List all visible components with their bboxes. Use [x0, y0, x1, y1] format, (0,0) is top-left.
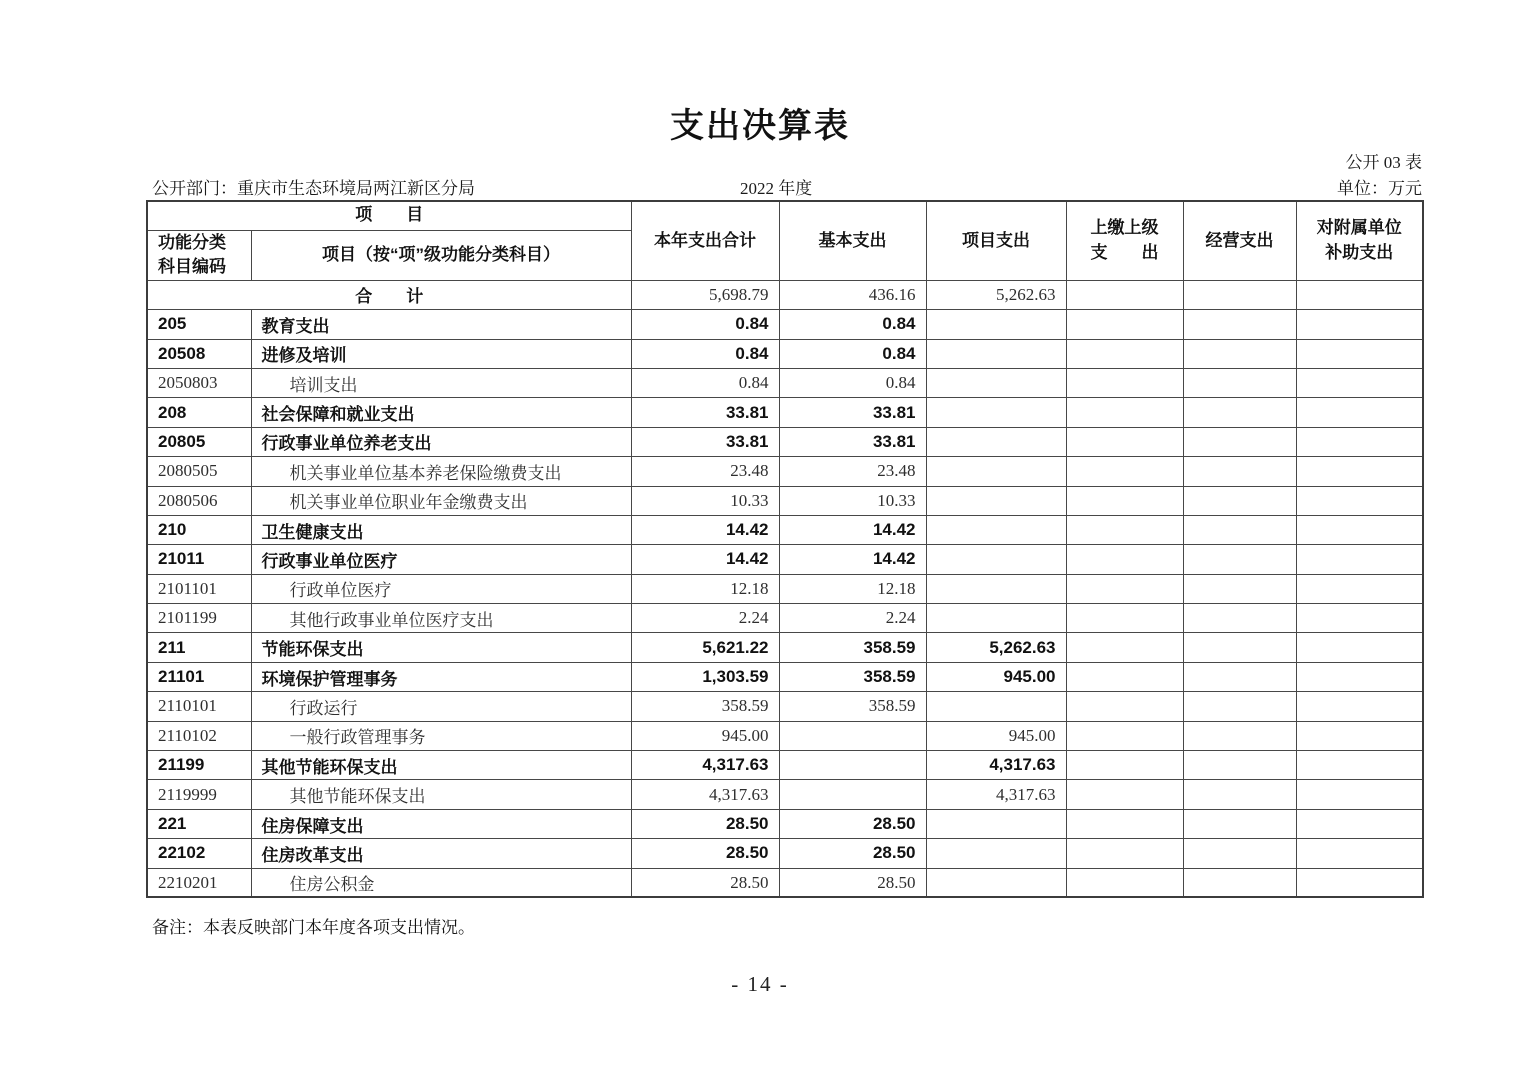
cell-total: 28.50 [631, 839, 779, 868]
cell-basic: 23.48 [779, 457, 926, 486]
cell-code: 2210201 [147, 868, 251, 897]
table-row [147, 486, 1423, 515]
cell-paid-upper [1066, 633, 1183, 662]
table-row [147, 780, 1423, 809]
cell-code: 20805 [147, 427, 251, 456]
cell-paid-upper [1066, 427, 1183, 456]
column-header-total: 本年支出合计 [631, 201, 779, 280]
column-header-project: 项目支出 [926, 201, 1066, 280]
cell-code: 208 [147, 398, 251, 427]
cell-total: 12.18 [631, 574, 779, 603]
table-row [147, 398, 1423, 427]
cell-basic: 0.84 [779, 310, 926, 339]
cell-paid-upper [1066, 368, 1183, 397]
table-row [147, 427, 1423, 456]
cell-project: 945.00 [926, 721, 1066, 750]
cell-code: 20508 [147, 339, 251, 368]
cell-subsidy [1296, 604, 1423, 633]
cell-operating [1183, 809, 1296, 838]
cell-item-name: 教育支出 [251, 310, 631, 339]
cell-paid-upper [1066, 515, 1183, 544]
column-header-basic: 基本支出 [779, 201, 926, 280]
cell-basic: 28.50 [779, 839, 926, 868]
cell-paid-upper [1066, 692, 1183, 721]
cell-total-operating [1183, 280, 1296, 309]
cell-project [926, 692, 1066, 721]
cell-basic: 358.59 [779, 692, 926, 721]
table-row [147, 809, 1423, 838]
cell-total: 23.48 [631, 457, 779, 486]
column-header-subsidy-line1: 对附属单位 [1316, 218, 1402, 238]
column-header-code-line1: 功能分类 [158, 232, 226, 252]
cell-basic: 33.81 [779, 398, 926, 427]
table-row [147, 751, 1423, 780]
cell-subsidy [1296, 339, 1423, 368]
cell-total: 0.84 [631, 339, 779, 368]
cell-project: 4,317.63 [926, 751, 1066, 780]
cell-operating [1183, 339, 1296, 368]
cell-code: 21011 [147, 545, 251, 574]
table-row [147, 662, 1423, 691]
cell-item-name: 机关事业单位基本养老保险缴费支出 [251, 457, 631, 486]
cell-code: 205 [147, 310, 251, 339]
table-row [147, 574, 1423, 603]
cell-total: 28.50 [631, 868, 779, 897]
cell-subsidy [1296, 839, 1423, 868]
cell-code: 21101 [147, 662, 251, 691]
cell-total-subsidy [1296, 280, 1423, 309]
cell-basic: 14.42 [779, 545, 926, 574]
cell-code: 221 [147, 809, 251, 838]
cell-project [926, 486, 1066, 515]
cell-project [926, 310, 1066, 339]
cell-item-name: 环境保护管理事务 [251, 662, 631, 691]
cell-operating [1183, 574, 1296, 603]
cell-project [926, 574, 1066, 603]
cell-operating [1183, 751, 1296, 780]
cell-total: 33.81 [631, 398, 779, 427]
cell-operating [1183, 692, 1296, 721]
column-header-paid-to-upper-line1: 上缴上级 [1090, 218, 1159, 238]
column-header-subsidy-line2: 补助支出 [1325, 242, 1394, 262]
cell-paid-upper [1066, 545, 1183, 574]
cell-total: 28.50 [631, 809, 779, 838]
cell-item-name: 其他节能环保支出 [251, 751, 631, 780]
cell-subsidy [1296, 427, 1423, 456]
cell-total: 0.84 [631, 310, 779, 339]
cell-total: 2.24 [631, 604, 779, 633]
cell-subsidy [1296, 310, 1423, 339]
cell-paid-upper [1066, 751, 1183, 780]
table-row-total [147, 280, 1423, 309]
cell-basic: 358.59 [779, 633, 926, 662]
cell-total: 1,303.59 [631, 662, 779, 691]
cell-code: 2080505 [147, 457, 251, 486]
table-row [147, 692, 1423, 721]
cell-project: 4,317.63 [926, 780, 1066, 809]
table-row [147, 839, 1423, 868]
cell-item-name: 其他行政事业单位医疗支出 [251, 604, 631, 633]
column-header-paid-to-upper-line2: 支 出 [1090, 242, 1159, 262]
cell-code: 22102 [147, 839, 251, 868]
cell-code: 2110101 [147, 692, 251, 721]
cell-total: 4,317.63 [631, 780, 779, 809]
cell-operating [1183, 545, 1296, 574]
cell-item-name: 机关事业单位职业年金缴费支出 [251, 486, 631, 515]
cell-subsidy [1296, 574, 1423, 603]
cell-subsidy [1296, 457, 1423, 486]
cell-item-name: 节能环保支出 [251, 633, 631, 662]
table-row [147, 604, 1423, 633]
cell-paid-upper [1066, 868, 1183, 897]
cell-subsidy [1296, 662, 1423, 691]
cell-paid-upper [1066, 574, 1183, 603]
cell-item-name: 行政事业单位养老支出 [251, 427, 631, 456]
cell-paid-upper [1066, 809, 1183, 838]
table-row [147, 368, 1423, 397]
cell-item-name: 住房保障支出 [251, 809, 631, 838]
table-row [147, 721, 1423, 750]
cell-paid-upper [1066, 604, 1183, 633]
cell-subsidy [1296, 398, 1423, 427]
cell-subsidy [1296, 486, 1423, 515]
cell-subsidy [1296, 368, 1423, 397]
cell-total-paid-upper [1066, 280, 1183, 309]
footnote: 备注：本表反映部门本年度各项支出情况。 [152, 918, 475, 937]
table-row [147, 310, 1423, 339]
cell-operating [1183, 457, 1296, 486]
cell-paid-upper [1066, 486, 1183, 515]
cell-operating [1183, 721, 1296, 750]
cell-code: 2110102 [147, 721, 251, 750]
cell-item-name: 社会保障和就业支出 [251, 398, 631, 427]
cell-basic: 0.84 [779, 368, 926, 397]
column-header-paid-to-upper [1066, 201, 1183, 280]
cell-total: 945.00 [631, 721, 779, 750]
cell-item-name: 行政运行 [251, 692, 631, 721]
cell-item-name: 住房公积金 [251, 868, 631, 897]
cell-subsidy [1296, 809, 1423, 838]
cell-operating [1183, 868, 1296, 897]
cell-project [926, 368, 1066, 397]
cell-basic: 10.33 [779, 486, 926, 515]
cell-operating [1183, 839, 1296, 868]
cell-operating [1183, 486, 1296, 515]
cell-operating [1183, 633, 1296, 662]
cell-subsidy [1296, 515, 1423, 544]
cell-operating [1183, 427, 1296, 456]
cell-basic [779, 780, 926, 809]
column-header-project-group: 项 目 [147, 201, 631, 230]
department-label: 公开部门：重庆市生态环境局两江新区分局 [152, 179, 475, 198]
cell-basic: 33.81 [779, 427, 926, 456]
cell-total: 358.59 [631, 692, 779, 721]
cell-subsidy [1296, 780, 1423, 809]
cell-operating [1183, 515, 1296, 544]
cell-total: 33.81 [631, 427, 779, 456]
cell-paid-upper [1066, 398, 1183, 427]
table-row [147, 457, 1423, 486]
cell-project: 945.00 [926, 662, 1066, 691]
cell-paid-upper [1066, 310, 1183, 339]
cell-operating [1183, 780, 1296, 809]
cell-code: 2101199 [147, 604, 251, 633]
cell-project [926, 457, 1066, 486]
cell-code: 21199 [147, 751, 251, 780]
cell-total-label: 合 计 [147, 280, 631, 309]
column-header-code-line2: 科目编码 [158, 257, 226, 277]
cell-operating [1183, 398, 1296, 427]
cell-subsidy [1296, 721, 1423, 750]
cell-project [926, 868, 1066, 897]
cell-code: 2101101 [147, 574, 251, 603]
cell-total-project: 5,262.63 [926, 280, 1066, 309]
cell-item-name: 卫生健康支出 [251, 515, 631, 544]
form-number-label: 公开 03 表 [1345, 153, 1422, 172]
cell-item-name: 行政事业单位医疗 [251, 545, 631, 574]
cell-total: 14.42 [631, 515, 779, 544]
cell-paid-upper [1066, 339, 1183, 368]
cell-total-sum: 5,698.79 [631, 280, 779, 309]
table-row [147, 339, 1423, 368]
column-header-item-name: 项目（按“项”级功能分类科目） [251, 230, 631, 280]
cell-basic: 14.42 [779, 515, 926, 544]
cell-paid-upper [1066, 662, 1183, 691]
cell-total-basic: 436.16 [779, 280, 926, 309]
cell-project: 5,262.63 [926, 633, 1066, 662]
cell-project [926, 839, 1066, 868]
cell-code: 2080506 [147, 486, 251, 515]
cell-basic: 358.59 [779, 662, 926, 691]
table-row [147, 515, 1423, 544]
page-number: - 14 - [731, 972, 789, 996]
cell-item-name: 其他节能环保支出 [251, 780, 631, 809]
cell-subsidy [1296, 545, 1423, 574]
expenditure-table [146, 200, 1424, 898]
cell-operating [1183, 310, 1296, 339]
cell-code: 211 [147, 633, 251, 662]
cell-subsidy [1296, 633, 1423, 662]
cell-subsidy [1296, 751, 1423, 780]
column-header-operating: 经营支出 [1183, 201, 1296, 280]
cell-code: 210 [147, 515, 251, 544]
cell-subsidy [1296, 868, 1423, 897]
cell-project [926, 604, 1066, 633]
cell-total: 10.33 [631, 486, 779, 515]
cell-item-name: 一般行政管理事务 [251, 721, 631, 750]
cell-item-name: 进修及培训 [251, 339, 631, 368]
cell-paid-upper [1066, 721, 1183, 750]
unit-label: 单位：万元 [1337, 179, 1422, 198]
table-row [147, 633, 1423, 662]
cell-operating [1183, 368, 1296, 397]
cell-paid-upper [1066, 780, 1183, 809]
year-label: 2022 年度 [740, 179, 813, 198]
cell-basic [779, 751, 926, 780]
cell-basic: 2.24 [779, 604, 926, 633]
table-row [147, 868, 1423, 897]
cell-paid-upper [1066, 457, 1183, 486]
cell-operating [1183, 662, 1296, 691]
cell-project [926, 515, 1066, 544]
table-row [147, 545, 1423, 574]
cell-total: 0.84 [631, 368, 779, 397]
column-header-code [147, 230, 251, 280]
cell-basic: 12.18 [779, 574, 926, 603]
cell-total: 5,621.22 [631, 633, 779, 662]
cell-operating [1183, 604, 1296, 633]
cell-subsidy [1296, 692, 1423, 721]
cell-code: 2119999 [147, 780, 251, 809]
cell-basic: 28.50 [779, 809, 926, 838]
cell-project [926, 398, 1066, 427]
cell-paid-upper [1066, 839, 1183, 868]
cell-project [926, 809, 1066, 838]
cell-code: 2050803 [147, 368, 251, 397]
cell-item-name: 行政单位医疗 [251, 574, 631, 603]
cell-project [926, 545, 1066, 574]
column-header-subsidy [1296, 201, 1423, 280]
page-title: 支出决算表 [670, 107, 850, 145]
cell-total: 4,317.63 [631, 751, 779, 780]
cell-item-name: 培训支出 [251, 368, 631, 397]
cell-project [926, 427, 1066, 456]
cell-basic: 28.50 [779, 868, 926, 897]
cell-total: 14.42 [631, 545, 779, 574]
cell-project [926, 339, 1066, 368]
cell-basic: 0.84 [779, 339, 926, 368]
cell-basic [779, 721, 926, 750]
cell-item-name: 住房改革支出 [251, 839, 631, 868]
